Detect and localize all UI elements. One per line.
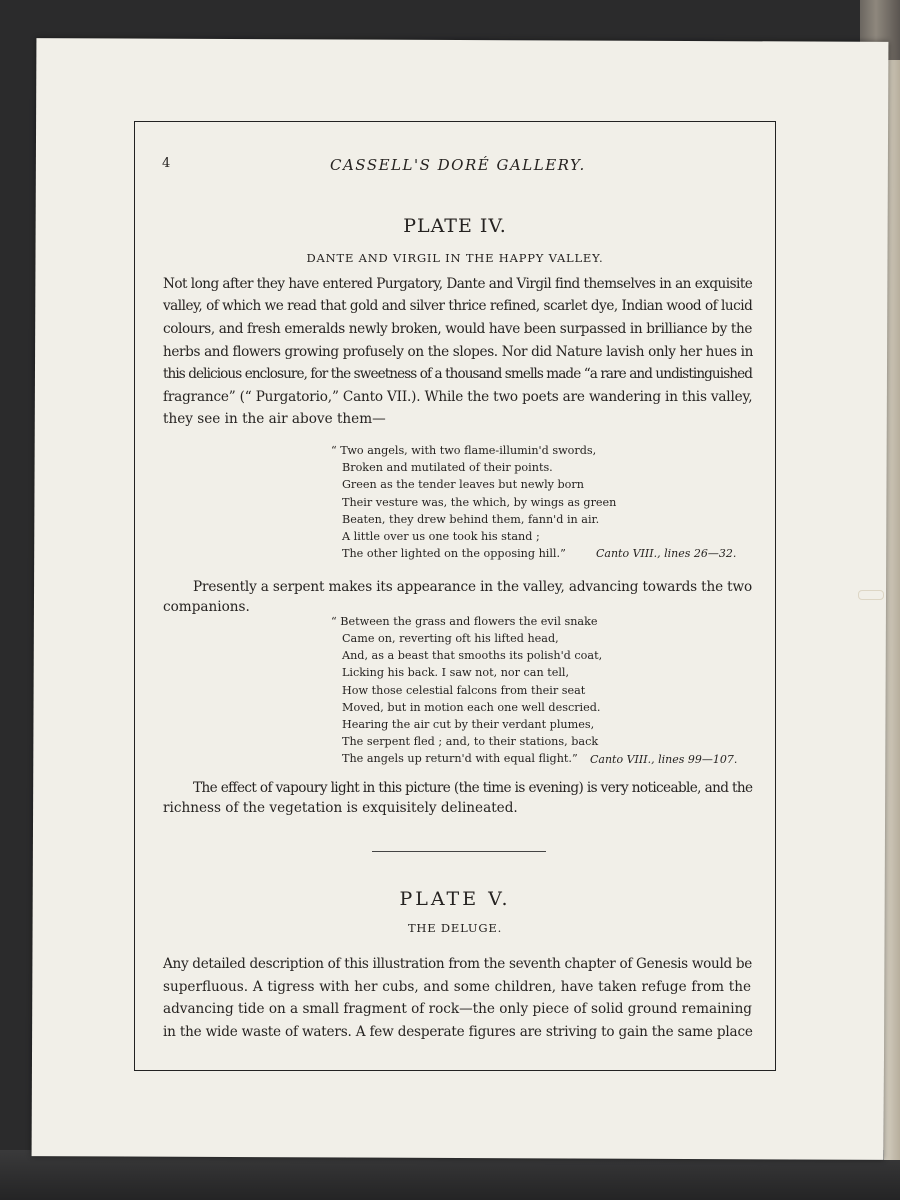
text-line: Not long after they have entered Purgatory, Dante and Virgil find themselves in an exquisite	[163, 276, 753, 292]
text-line: Presently a serpent makes its appearance in the valley, advancing towards the two	[193, 579, 752, 595]
verse-line: Moved, but in motion each one well descried.	[342, 701, 601, 714]
verse-line: “ Between the grass and flowers the evil snake	[331, 615, 598, 628]
verse-line: A little over us one took his stand ;	[342, 530, 540, 543]
verse-line: Their vesture was, the which, by wings as green	[342, 496, 617, 509]
verse-line: The serpent fled ; and, to their stations, back	[342, 735, 599, 748]
text-line: Any detailed description of this illustration from the seventh chapter of Genesis would be	[163, 956, 752, 972]
text-line: superfluous. A tigress with her cubs, and some children, have taken refuge from the	[163, 979, 752, 995]
text-line: colours, and fresh emeralds newly broken, would have been surpassed in brilliance by the	[163, 321, 752, 337]
text-line: The effect of vapoury light in this picture (the time is evening) is very noticeable, and the	[193, 780, 753, 796]
text-line: in the wide waste of waters. A few desperate figures are striving to gain the same place	[163, 1024, 753, 1040]
verse-line: Broken and mutilated of their points.	[342, 461, 553, 474]
text-line: companions.	[163, 599, 250, 615]
verse-2-citation: Canto VIII., lines 99—107.	[590, 753, 738, 766]
text-line: they see in the air above them—	[163, 411, 386, 427]
plate-v-title: PLATE V.	[399, 888, 511, 910]
text-line: fragrance” (“ Purgatorio,” Canto VII.). While the two poets are wandering in this valley,	[163, 389, 753, 405]
verse-line: How those celestial falcons from their seat	[342, 684, 586, 697]
text-line: this delicious enclosure, for the sweetness of a thousand smells made “a rare and undistinguished	[163, 366, 752, 382]
plate-v-subtitle: THE DELUGE.	[407, 921, 503, 935]
verse-line: Hearing the air cut by their verdant plumes,	[342, 718, 595, 731]
plate-iv-title: PLATE IV.	[403, 215, 507, 237]
verse-line: The other lighted on the opposing hill.”	[342, 547, 566, 560]
verse-line: The angels up return'd with equal flight.”	[342, 752, 578, 765]
text-line: herbs and flowers growing profusely on the slopes. Nor did Nature lavish only her hues in	[163, 344, 754, 360]
verse-line: Green as the tender leaves but newly born	[342, 478, 584, 491]
verse-line: And, as a beast that smooths its polish'd coat,	[342, 649, 603, 662]
running-title: CASSELL'S DORÉ GALLERY.	[330, 156, 586, 174]
text-line: richness of the vegetation is exquisitely delineated.	[163, 800, 518, 816]
plate-iv-subtitle: DANTE AND VIRGIL IN THE HAPPY VALLEY.	[306, 251, 604, 265]
verse-1-citation: Canto VIII., lines 26—32.	[596, 547, 737, 560]
page-number: 4	[162, 156, 171, 171]
verse-line: Beaten, they drew behind them, fann'd in air.	[342, 513, 600, 526]
verse-line: “ Two angels, with two flame-illumin'd swords,	[331, 444, 597, 457]
section-divider	[372, 851, 546, 852]
text-line: valley, of which we read that gold and silver thrice refined, scarlet dye, Indian wood of lucid	[163, 298, 753, 314]
text-line: advancing tide on a small fragment of rock—the only piece of solid ground remaining	[163, 1001, 753, 1017]
verse-line: Came on, reverting oft his lifted head,	[342, 632, 559, 645]
binding-thread	[858, 590, 884, 600]
verse-line: Licking his back. I saw not, nor can tell,	[342, 666, 570, 679]
